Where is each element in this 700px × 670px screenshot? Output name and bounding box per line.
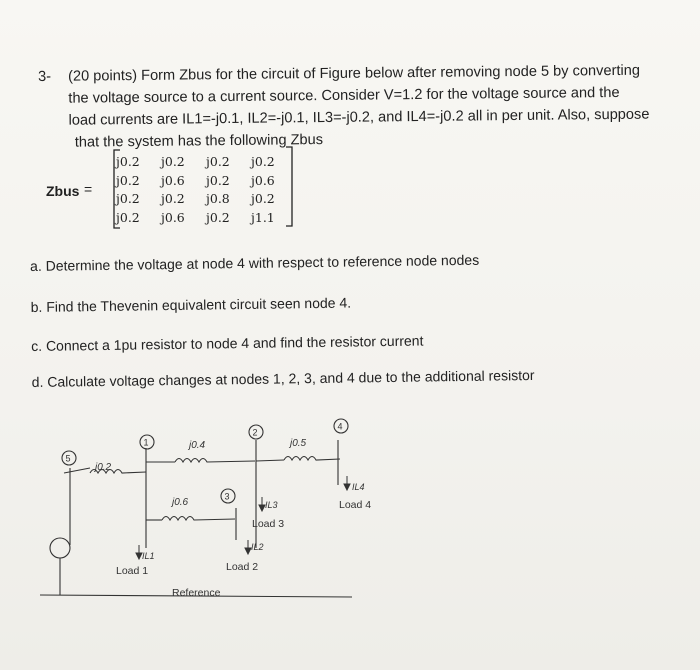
node-5-label: 5 [65, 453, 71, 464]
matrix-cell: j0.2 [206, 209, 230, 225]
load-label: Load 4 [339, 499, 372, 511]
matrix-cell: j0.6 [161, 209, 185, 225]
question-c: c. Connect a 1pu resistor to node 4 and find the resistor current [31, 332, 424, 354]
question-b: b. Find the Thevenin equivalent circuit seen node 4. [30, 294, 352, 315]
inductor-j0.5 [284, 457, 340, 461]
current-label: IL3 [265, 500, 278, 510]
matrix-cell: j0.8 [206, 191, 230, 206]
matrix-cell: j0.2 [116, 191, 140, 206]
current-label: IL1 [142, 551, 155, 561]
node-3-label: 3 [224, 491, 230, 502]
inductor-j0.4 [175, 459, 255, 463]
matrix-cell: j0.2 [161, 154, 185, 169]
load-label: Load 3 [252, 518, 285, 530]
impedance-label: j0.4 [189, 440, 206, 451]
problem-line: load currents are IL1=-j0.1, IL2=-j0.1, IL3=-j0.2, and IL4=-j0.2 all in per unit. Also, suppose [68, 106, 650, 129]
matrix-cell: j0.6 [251, 172, 275, 188]
question-d: d. Calculate voltage changes at nodes 1, 2, 3, and 4 due to the additional resistor [31, 366, 535, 390]
current-label: IL4 [352, 482, 365, 492]
matrix-cell: j1.1 [251, 209, 275, 225]
load-label: Load 2 [226, 561, 259, 573]
zbus-label: Zbus [46, 183, 80, 199]
impedance-label: j0.5 [290, 438, 307, 449]
current-label: IL2 [251, 542, 264, 552]
matrix-cell: j0.6 [161, 172, 185, 188]
inductor-j0.6 [162, 517, 235, 521]
node-1-label: 1 [143, 437, 149, 448]
voltage-source [50, 538, 70, 558]
node-2-label: 2 [252, 427, 258, 438]
node5-wire [64, 468, 90, 473]
reference-label: Reference [172, 587, 221, 599]
impedance-label: j0.6 [172, 497, 189, 508]
node-4-label: 4 [337, 421, 343, 432]
equals-sign: = [84, 181, 93, 197]
matrix-cell: j0.2 [116, 154, 140, 169]
problem-line: (20 points) Form Zbus for the circuit of Figure below after removing node 5 by converting [68, 62, 641, 85]
matrix-cell: j0.2 [251, 154, 275, 169]
problem-number: 3- [38, 68, 52, 85]
matrix-cell: j0.2 [161, 191, 185, 206]
matrix-cell: j0.2 [116, 209, 140, 225]
matrix-cell: j0.2 [116, 172, 140, 188]
problem-line: the voltage source to a current source. Consider V=1.2 for the voltage source and the [68, 84, 620, 107]
problem-line: that the system has the following Zbus [74, 132, 324, 151]
question-a: a. Determine the voltage at node 4 with respect to reference node nodes [30, 251, 480, 274]
matrix-cell: j0.2 [251, 191, 275, 206]
impedance-label: j0.2 [95, 462, 112, 473]
matrix-cell: j0.2 [206, 172, 230, 188]
matrix-cell: j0.2 [206, 154, 230, 169]
load-label: Load 1 [116, 565, 149, 577]
